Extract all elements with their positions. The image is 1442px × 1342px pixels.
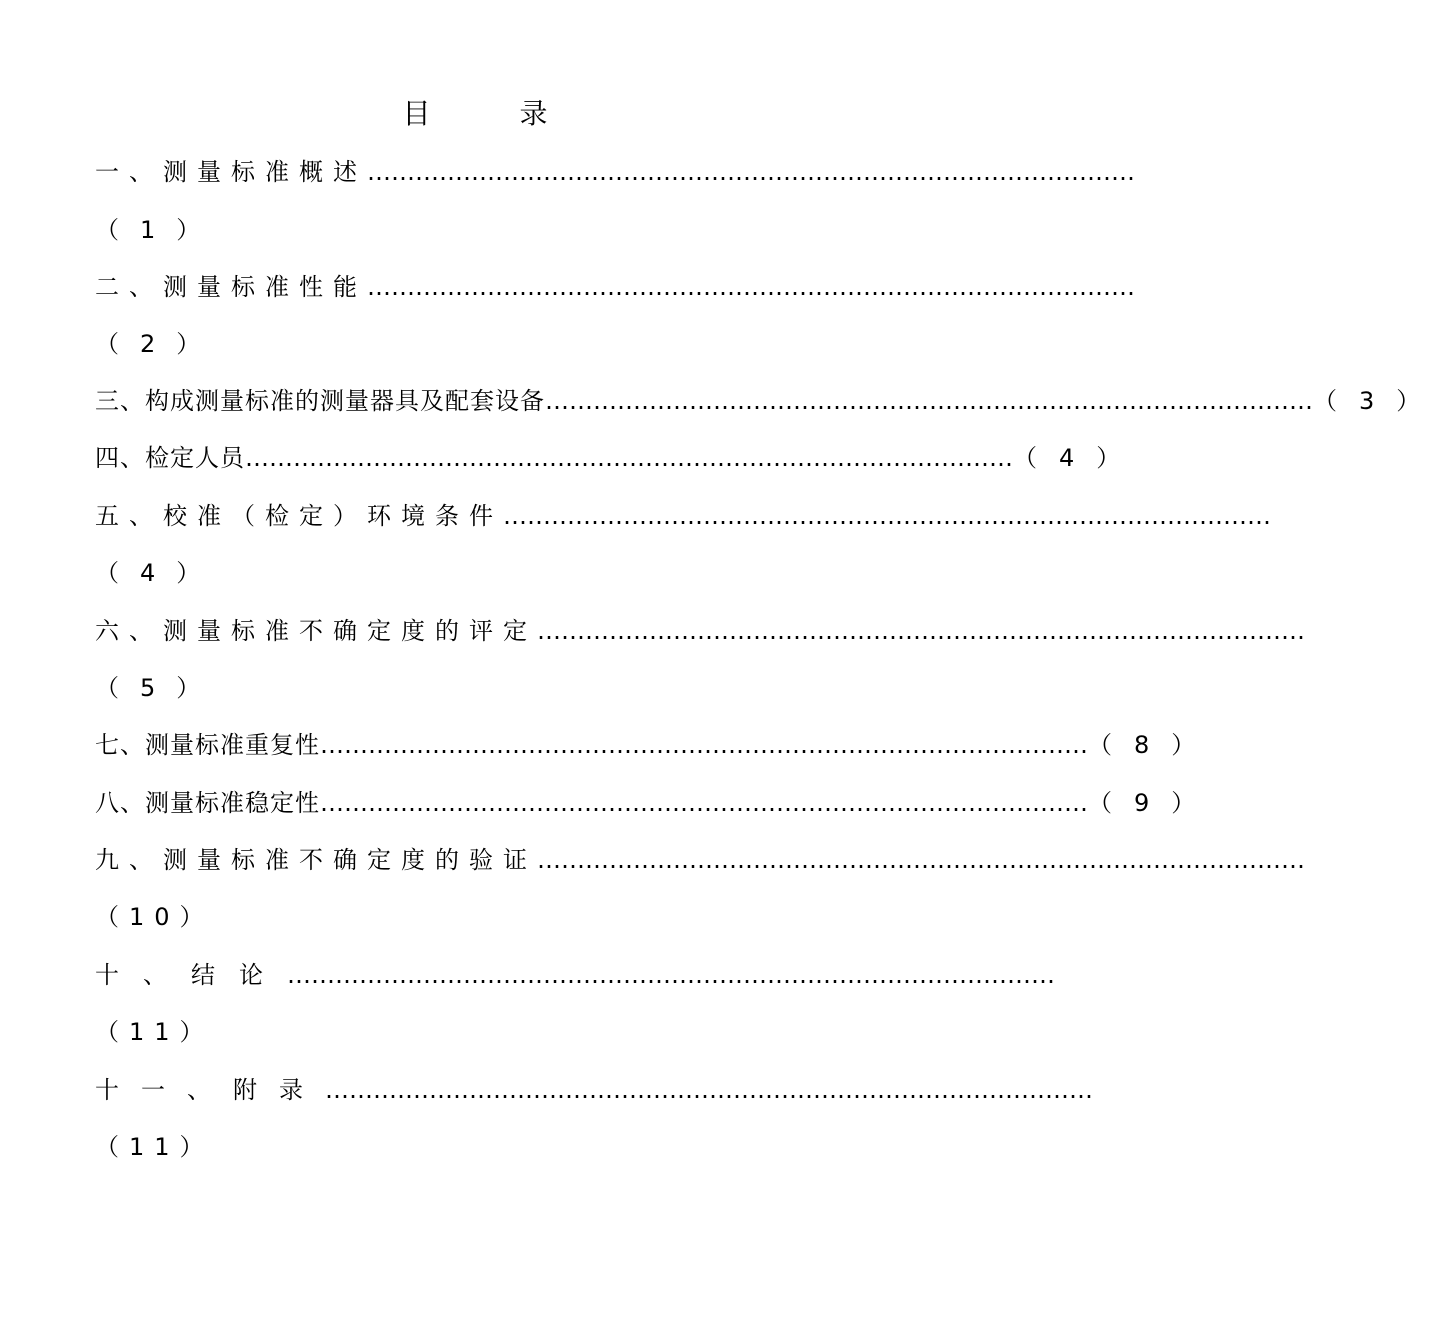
toc-entry-page: （8） <box>1088 731 1218 759</box>
toc-entry-5 <box>95 496 1271 536</box>
toc-leader: …………………………………………………………………………………… <box>325 1076 1093 1104</box>
toc-leader: …………………………………………………………………………………… <box>320 731 1088 759</box>
toc-entry-6-page: （5） <box>95 674 222 702</box>
toc-entry-1-page: （1） <box>95 216 222 244</box>
toc-entry-page: （9） <box>1088 789 1218 817</box>
toc-entry-9 <box>95 840 1305 880</box>
toc-entry-3 <box>95 381 1442 421</box>
toc-entry-11 <box>95 1070 1093 1110</box>
toc-title: 目 录 <box>402 97 588 130</box>
toc-leader: …………………………………………………………………………………… <box>503 502 1271 530</box>
toc-entry-label: 二、测量标准性能 <box>95 273 367 301</box>
toc-entry-label: 七、测量标准重复性 <box>95 731 320 759</box>
toc-entry-7 <box>95 725 1218 765</box>
toc-entry-5-page: （4） <box>95 559 222 587</box>
toc-leader: …………………………………………………………………………………… <box>367 273 1135 301</box>
toc-entry-10 <box>95 955 1055 995</box>
toc-entry-page: （3） <box>1313 387 1442 415</box>
toc-entry-10-page: （11） <box>95 1018 214 1046</box>
toc-entry-2 <box>95 267 1135 307</box>
toc-entry-label: 四、检定人员 <box>95 444 245 472</box>
toc-leader: …………………………………………………………………………………… <box>537 846 1305 874</box>
toc-leader: …………………………………………………………………………………… <box>320 789 1088 817</box>
toc-leader: …………………………………………………………………………………… <box>545 387 1313 415</box>
toc-entry-label: 九、测量标准不确定度的验证 <box>95 846 537 874</box>
toc-entry-page: （4） <box>1013 444 1143 472</box>
toc-entry-label: 一、测量标准概述 <box>95 158 367 186</box>
toc-entry-1 <box>95 152 1135 192</box>
toc-entry-8 <box>95 783 1218 823</box>
toc-entry-label: 十一、附录 <box>95 1076 325 1104</box>
toc-entry-label: 五、校准（检定）环境条件 <box>95 502 503 530</box>
toc-entry-label: 八、测量标准稳定性 <box>95 789 320 817</box>
toc-entry-label: 十、结论 <box>95 961 287 989</box>
toc-leader: …………………………………………………………………………………… <box>287 961 1055 989</box>
toc-entry-4 <box>95 438 1143 478</box>
toc-entry-label: 六、测量标准不确定度的评定 <box>95 617 537 645</box>
toc-leader: …………………………………………………………………………………… <box>537 617 1305 645</box>
toc-entry-11-page: （11） <box>95 1133 214 1161</box>
toc-entry-6 <box>95 611 1305 651</box>
toc-entry-9-page: （10） <box>95 903 214 931</box>
toc-entry-2-page: （2） <box>95 330 222 358</box>
toc-leader: …………………………………………………………………………………… <box>245 444 1013 472</box>
toc-entry-label: 三、构成测量标准的测量器具及配套设备 <box>95 387 545 415</box>
toc-leader: …………………………………………………………………………………… <box>367 158 1135 186</box>
